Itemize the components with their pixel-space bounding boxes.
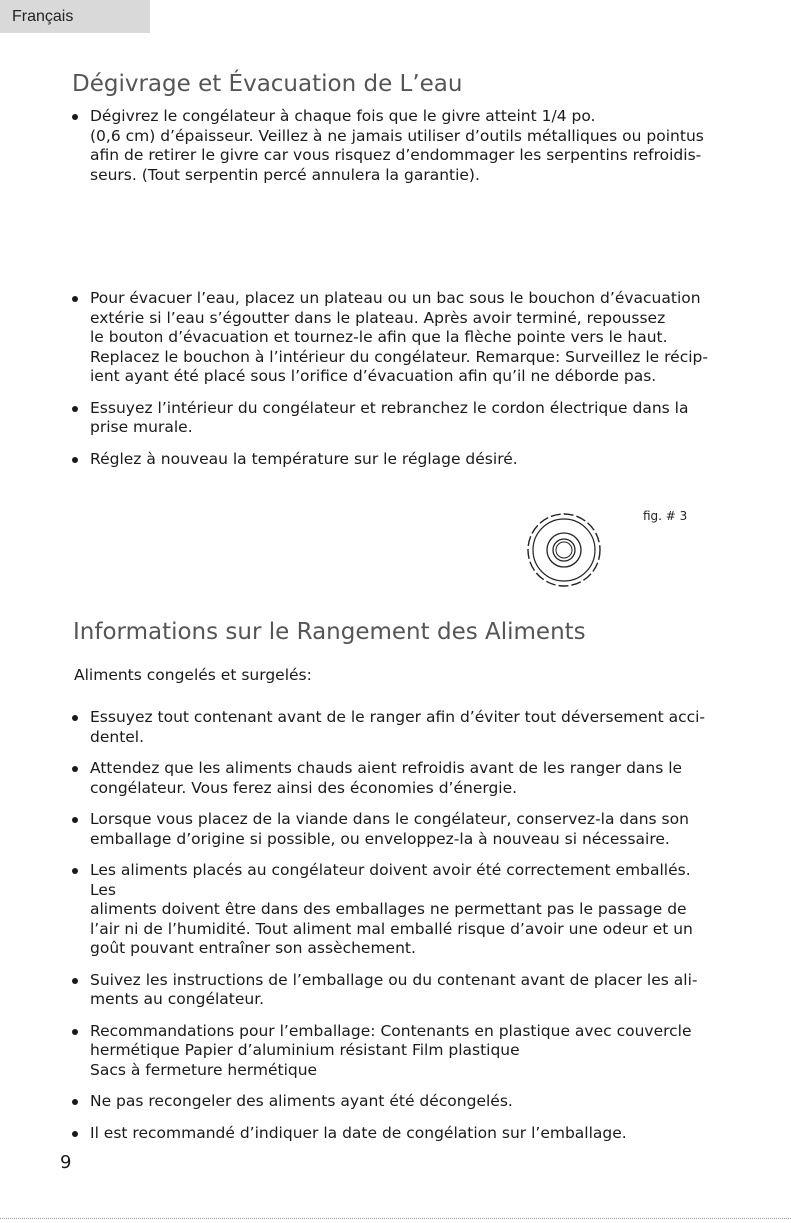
- page-bottom-divider: [0, 1218, 791, 1220]
- list-item: Attendez que les aliments chauds aient refroidis avant de les ranger dans le congélateur. Vous ferez ainsi des économies d’énergie.: [70, 759, 720, 798]
- figure-label: fig. # 3: [643, 509, 688, 523]
- food-storage-list: [70, 708, 720, 1143]
- list-item: Recommandations pour l’emballage: Contenants en plastique avec couvercle hermétique Papier d’aluminium résistant Film plastique Sacs à fermeture hermétique: [70, 1022, 720, 1081]
- page-number: 9: [60, 1152, 72, 1173]
- language-tab: Français: [0, 0, 150, 33]
- list-item: Dégivrez le congélateur à chaque fois que le givre atteint 1/4 po. (0,6 cm) d’épaisseur. Veillez à ne jamais utiliser d’outils métalliques ou pointus afin de retirer le givre car vous risquez d’endommager les serpentins refroidis- seurs. (Tout serpentin percé annulera la garantie).: [70, 107, 720, 185]
- list-item: Suivez les instructions de l’emballage ou du contenant avant de placer les ali- ments au congélateur.: [70, 971, 720, 1010]
- list-item: Pour évacuer l’eau, placez un plateau ou un bac sous le bouchon d’évacuation extérie si l’eau s’égoutter dans le plateau. Après avoir terminé, repoussez le bouton d’évacuation et tournez-le afin que la flèche pointe vers le haut. Replacez le bouchon à l’intérieur du congélateur. Remarque: Surveillez le récip- ient ayant été placé sous l’orifice d’évacuation afin qu’il ne déborde pas.: [70, 289, 720, 387]
- section-title-food-storage: Informations sur le Rangement des Aliments: [73, 619, 586, 645]
- defrost-list-2: [70, 289, 720, 469]
- list-item: Il est recommandé d’indiquer la date de congélation sur l’emballage.: [70, 1124, 720, 1144]
- drain-knob-figure: [522, 508, 606, 592]
- list-item: Réglez à nouveau la température sur le réglage désiré.: [70, 450, 720, 470]
- list-item: Les aliments placés au congélateur doivent avoir été correctement emballés. Les aliments doivent être dans des emballages ne permettant pas le passage de l’air ni de l’humidité. Tout aliment mal emballé risque d’avoir une odeur et un goût pouvant entraîner son assèchement.: [70, 861, 720, 959]
- list-item: Essuyez tout contenant avant de le ranger afin d’éviter tout déversement acci- dentel.: [70, 708, 720, 747]
- list-item: Ne pas recongeler des aliments ayant été décongelés.: [70, 1092, 720, 1112]
- section-subtitle: Aliments congelés et surgelés:: [74, 666, 312, 684]
- defrost-list-1: [70, 107, 720, 185]
- section-title-defrost: Dégivrage et Évacuation de L’eau: [72, 71, 463, 97]
- list-item: Lorsque vous placez de la viande dans le congélateur, conservez-la dans son emballage d’origine si possible, ou enveloppez-la à nouveau si nécessaire.: [70, 810, 720, 849]
- list-item: Essuyez l’intérieur du congélateur et rebranchez le cordon électrique dans la prise murale.: [70, 399, 720, 438]
